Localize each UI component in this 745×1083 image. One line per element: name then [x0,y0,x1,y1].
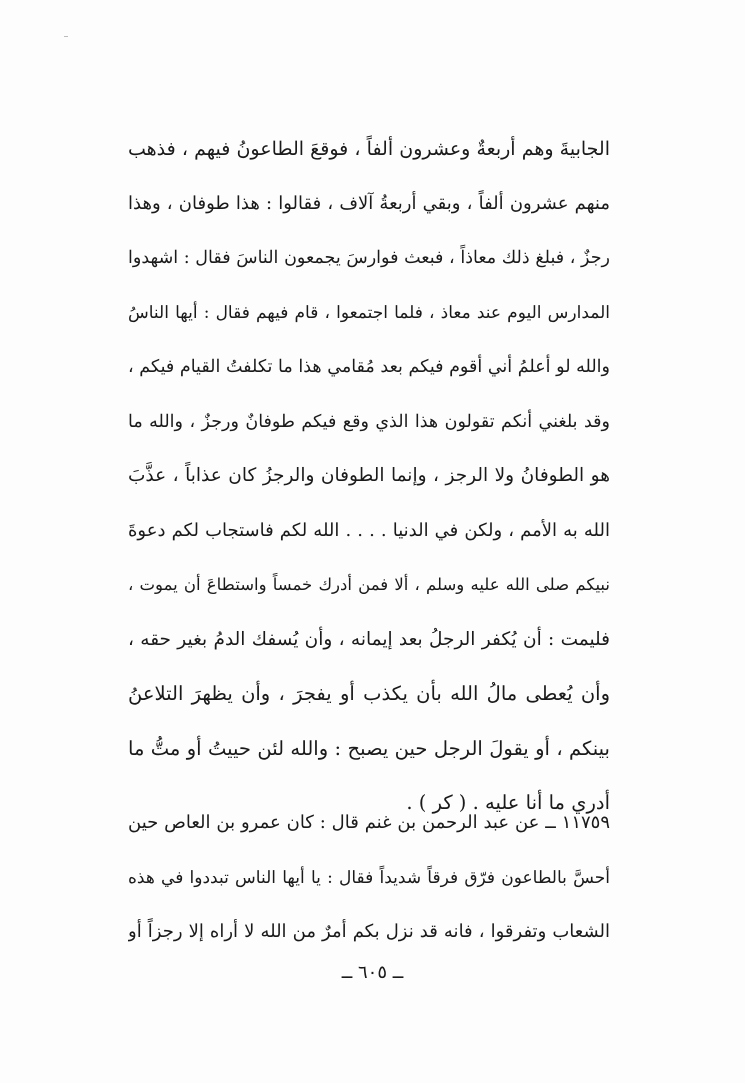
text-line: رجزٌ ، فبلغ ذلك معاذاً ، فبعث فوارسَ يجمعون الناسَ فقال : اشهدوا [128,248,610,268]
text-line: ١١٧٥٩ ــ عن عبد الرحمن بن غنم قال : كان عمرو بن العاص حين [128,812,610,833]
text-line: والله لو أعلمُ أني أقوم فيكم بعد مُقامي هذا ما تكلفتُ القيام فيكم ، [128,357,610,377]
text-line: منهم عشرون ألفاً ، وبقي أربعةُ آلاف ، فقالوا : هذا طوفان ، وهذا [128,192,610,214]
text-line: الشعاب وتفرقوا ، فانه قد نزل بكم أمرٌ من الله لا أراه إلا رجزاً أو [128,921,610,942]
text-line: المدارس اليوم عند معاذ ، فلما اجتمعوا ، قام فيهم فقال : أيها الناسُ [128,302,610,323]
text-line: وقد بلغني أنكم تقولون هذا الذي وقع فيكم طوفانٌ ورجزٌ ، والله ما [128,411,610,432]
paragraph-2 [128,796,610,960]
text-line: الجابيةَ وهم أربعةٌ وعشرون ألفاً ، فوقعَ الطاعونُ فيهم ، فذهب [128,138,610,160]
text-line: وأن يُعطى مالُ الله بأن يكذب أو يفجرَ ، وأن يظهرَ التلاعنُ [128,682,610,705]
scan-speck [64,36,68,37]
text-line-last: أدري ما أنا عليه . ( كر ) . [406,791,610,814]
text-line: هو الطوفانُ ولا الرجز ، وإنما الطوفان والرجزُ كان عذاباً ، عذَّبَ [128,465,610,486]
text-line: نبيكم صلى الله عليه وسلم ، ألا فمن أدرك خمساً واستطاعَ أن يموت ، [128,575,610,594]
page-number: ــ ٦٠٥ ــ [341,962,404,983]
text-line: بينكم ، أو يقولَ الرجل حين يصبح : والله لئن حييتُ أو متُّ ما [128,736,610,760]
paragraph-1 [128,122,610,831]
text-line: فليمت : أن يُكفر الرجلُ بعد إيمانه ، وأن يُسفك الدمُ بغير حقه ، [128,628,610,650]
text-line: الله به الأمم ، ولكن في الدنيا . . . . الله لكم فاستجاب لكم دعوةَ [128,519,610,541]
text-line: أحسَّ بالطاعون فرّق فرقاً شديداً فقال : يا أيها الناس تبددوا في هذه [128,867,610,888]
